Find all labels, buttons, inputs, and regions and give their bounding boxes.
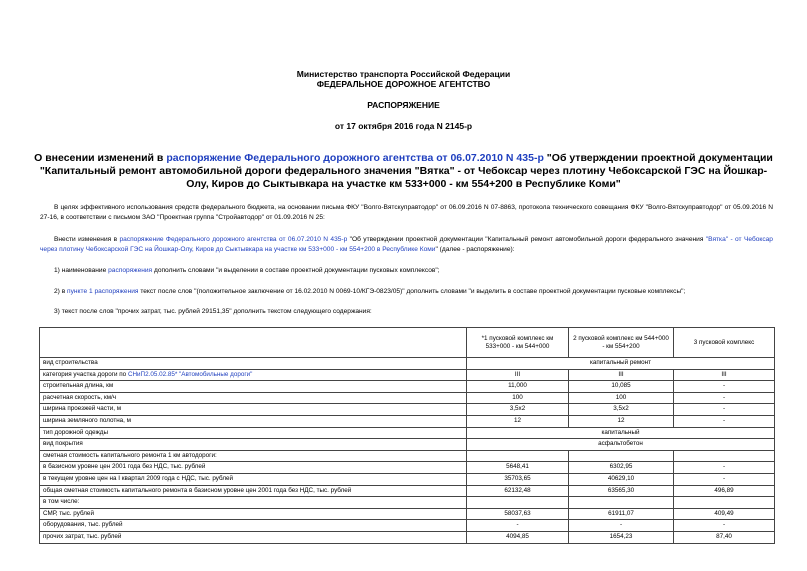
document-date-number: от 17 октября 2016 года N 2145-р <box>334 121 473 131</box>
table-row <box>40 427 775 439</box>
table-row <box>40 369 775 381</box>
table-row <box>40 381 775 393</box>
cell-value: 3,5х2 <box>569 404 674 416</box>
row-label: сметная стоимость капитального ремонта 1 км автодороги: <box>40 450 467 462</box>
cell-value: - <box>674 381 775 393</box>
row-label: СМР, тыс. рублей <box>40 508 467 520</box>
snip-link[interactable]: СНиП2.05.02.85* "Автомобильные дороги" <box>127 370 253 378</box>
cell-value: - <box>569 520 674 532</box>
row-label: в текущем уровне цен на I квартал 2009 года с НДС, тыс. рублей <box>40 473 467 485</box>
row-label: строительная длина, км <box>40 381 467 393</box>
header-complex-1: *1 пусковой комплекс км 533+000 - км 544+000 <box>467 328 569 358</box>
row-label: прочих затрат, тыс. рублей <box>40 531 467 543</box>
paragraph-item-3 <box>40 307 773 317</box>
empty-cell <box>674 497 775 509</box>
table-row <box>40 462 775 474</box>
empty-cell <box>467 450 569 462</box>
item1-text-a: 1) наименование <box>54 267 109 274</box>
table-row <box>40 358 775 370</box>
cell-value: 12 <box>569 415 674 427</box>
table-row <box>40 531 775 543</box>
row-label: вид строительства <box>40 358 467 370</box>
row-label: в базисном уровне цен 2001 года без НДС, тыс. рублей <box>40 462 467 474</box>
cell-value: 4094,85 <box>467 531 569 543</box>
amend-link-road[interactable]: "Вятка" - от Чебоксар через плотину Чебоксарской ГЭС на Йошкар-Олу, Киров до Сыктывкара на участке км 533+000 - км 554+200 в Республике Коми <box>40 236 773 253</box>
empty-cell <box>569 497 674 509</box>
title-rest: "Об утверждении проектной документации "Капитальный ремонт автомобильной дороги федерального значения "Вятка" - от Чебоксар через плотину Чебоксарской ГЭС на Йошкар-Олу, Киров до Сыктывкара на участке км 533+000 - км 554+200 в Республике Коми" <box>39 152 773 190</box>
empty-cell <box>467 497 569 509</box>
merged-value: асфальтобетон <box>467 439 775 451</box>
item1-link-order[interactable]: распоряжения <box>108 267 153 274</box>
cell-value: 40629,10 <box>569 473 674 485</box>
merged-value: капитальный <box>467 427 775 439</box>
cell-value: 496,89 <box>674 485 775 497</box>
cell-value: 10,085 <box>569 381 674 393</box>
amend-text-a: Внести изменения в <box>54 236 120 243</box>
title-prefix: О внесении изменений в <box>34 152 167 164</box>
cell-value: 62132,48 <box>467 485 569 497</box>
row-label: оборудования, тыс. рублей <box>40 520 467 532</box>
cell-value: 35703,65 <box>467 473 569 485</box>
title-link-order-435[interactable]: распоряжение Федерального дорожного агентства от 06.07.2010 N 435-р <box>166 152 544 164</box>
cell-value: - <box>674 520 775 532</box>
row-label: тип дорожной одежды <box>40 427 467 439</box>
table-row <box>40 392 775 404</box>
cell-value: III <box>674 369 775 381</box>
item2-text-b: текст после слов "(положительное заключение от 16.02.2010 N 0069-10/КГЭ-0823/05)" дополнить словами "и выделить в составе проектной документации пусковые комплексы"; <box>138 288 686 295</box>
header-complex-3: 3 пусковой комплекс <box>674 328 775 358</box>
cell-value: 100 <box>569 392 674 404</box>
item2-text-a: 2) в <box>54 288 68 295</box>
cell-value: 12 <box>467 415 569 427</box>
row-label: ширина земляного полотна, м <box>40 415 467 427</box>
merged-value: капитальный ремонт <box>467 358 775 370</box>
amend-link-order[interactable]: распоряжение Федерального дорожного агентства от 06.07.2010 N 435-р <box>119 236 348 243</box>
table-row <box>40 485 775 497</box>
row-label: расчетная скорость, км/ч <box>40 392 467 404</box>
cell-value: III <box>467 369 569 381</box>
document-title <box>30 152 777 191</box>
table-row <box>40 450 775 462</box>
cell-value: - <box>674 415 775 427</box>
paragraph-item-1 <box>40 266 773 276</box>
cell-value: 61911,07 <box>569 508 674 520</box>
cell-value: 3,5х2 <box>467 404 569 416</box>
cell-value: 100 <box>467 392 569 404</box>
cell-value: 5648,41 <box>467 462 569 474</box>
cell-value: - <box>674 462 775 474</box>
cell-value: 6302,95 <box>569 462 674 474</box>
table-row <box>40 404 775 416</box>
item2-link-order[interactable]: распоряжения <box>94 288 139 295</box>
row-label: в том числе: <box>40 497 467 509</box>
header-complex-2: 2 пусковой комплекс км 544+000 - км 554+200 <box>569 328 674 358</box>
cell-value: 58037,63 <box>467 508 569 520</box>
cell-value: 11,000 <box>467 381 569 393</box>
row-label: вид покрытия <box>40 439 467 451</box>
table-row <box>40 473 775 485</box>
cell-value: 1654,23 <box>569 531 674 543</box>
row-label: общая сметная стоимость капитального ремонта в базисном уровне цен 2001 года без НДС, тыс. рублей <box>40 485 467 497</box>
table-row <box>40 439 775 451</box>
paragraph-basis-text: В целях эффективного использования средств федерального бюджета, на основании письма ФКУ "Волго-Вятскуправтодор" от 06.09.2016 N 07-8863, протокола технического совещания ФКУ "Волго-Вятскуправтодор" от 05.09.2016 N 27-16, в соответствии с письмом ЗАО "Проектная группа "Стройавтодор" от 01.09.2016 N 25: <box>40 204 773 221</box>
cell-value: - <box>674 404 775 416</box>
cell-value: 87,40 <box>674 531 775 543</box>
empty-cell <box>569 450 674 462</box>
paragraph-item-2 <box>40 287 773 297</box>
cell-value: III <box>569 369 674 381</box>
row-label: ширина проезжей части, м <box>40 404 467 416</box>
paragraph-amend <box>40 235 773 255</box>
row-label-text: категория участка дороги по <box>43 370 128 378</box>
cell-value: - <box>467 520 569 532</box>
amend-text-c: " (далее - распоряжение): <box>435 246 515 253</box>
table-row <box>40 497 775 509</box>
item3-text: 3) текст после слов "прочих затрат, тыс. рублей 29151,35" дополнить текстом следующего содержания: <box>54 308 372 315</box>
ministry-name: Министерство транспорта Российской Федерации <box>296 69 511 79</box>
item1-text-b: дополнить словами "и выделении в составе проектной документации пусковых комплексов"; <box>152 267 440 274</box>
header-empty-cell <box>40 328 467 358</box>
amend-text-b: "Об утверждении проектной документации "Капитальный ремонт автомобильной дороги федерального значения <box>347 236 706 243</box>
cell-value: 63565,30 <box>569 485 674 497</box>
table-header-row <box>40 328 775 358</box>
table-row <box>40 520 775 532</box>
cell-value: - <box>674 392 775 404</box>
row-label <box>40 369 467 381</box>
table-row <box>40 415 775 427</box>
paragraph-basis <box>40 203 773 223</box>
parameters-table <box>39 327 775 544</box>
item2-link-point-1[interactable]: пункте 1 <box>67 288 93 295</box>
agency-name: ФЕДЕРАЛЬНОЕ ДОРОЖНОЕ АГЕНТСТВО <box>316 79 491 89</box>
cell-value: - <box>674 473 775 485</box>
cell-value: 409,49 <box>674 508 775 520</box>
document-type: РАСПОРЯЖЕНИЕ <box>367 100 440 110</box>
table-row <box>40 508 775 520</box>
empty-cell <box>674 450 775 462</box>
